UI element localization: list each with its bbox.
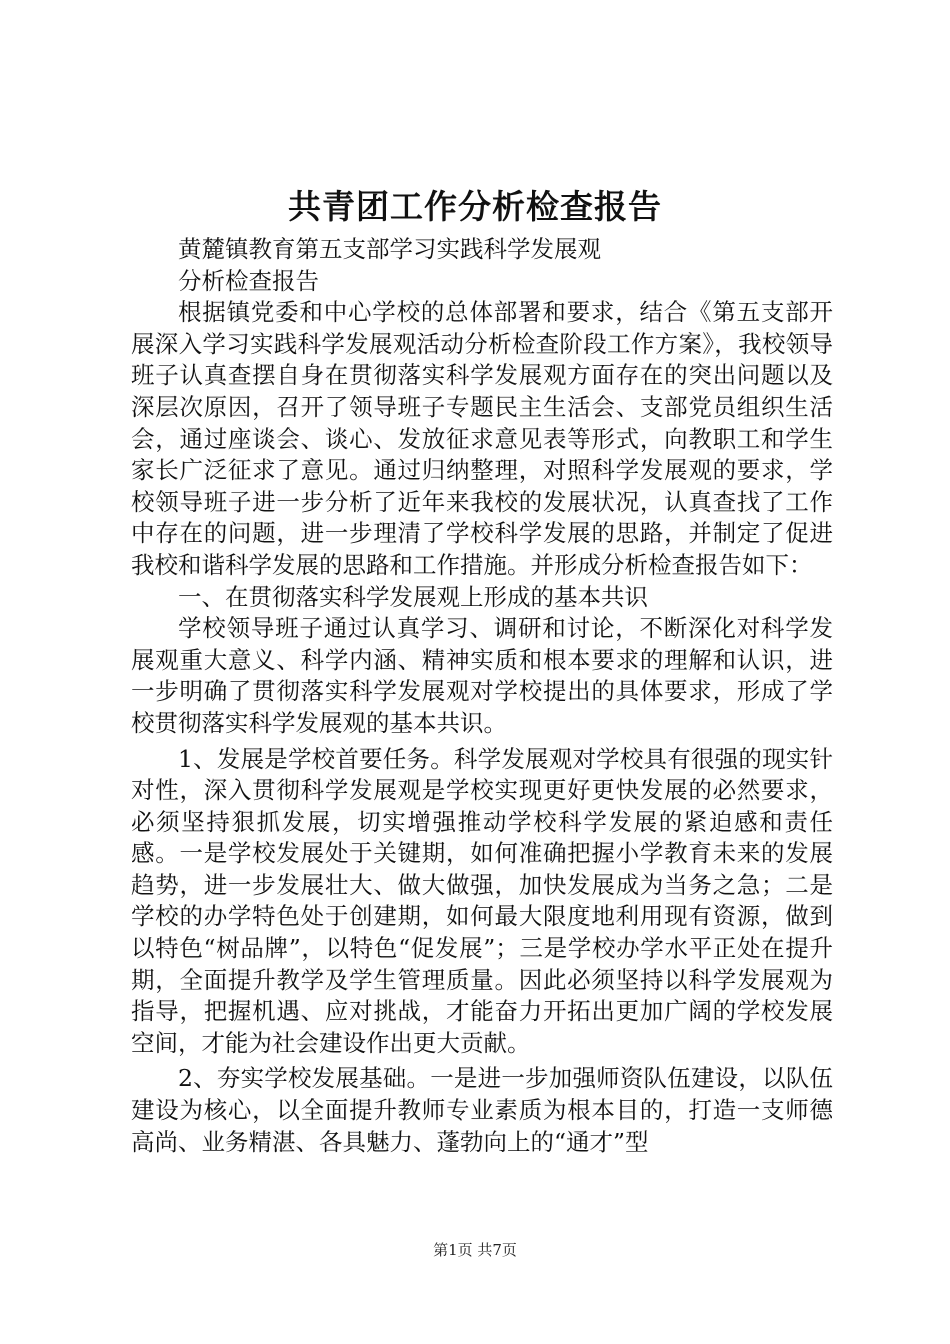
paragraph-subtitle-line2: 分析检查报告 — [178, 266, 319, 295]
paragraph-point-1: 1、发展是学校首要任务。科学发展观对学校具有很强的现实针对性，深入贯彻科学发展观是学校实现更好更快发展的必然要求，必须坚持狠抓发展，切实增强推动学校科学发展的紧迫感和责任感。一是学校发展处于关键期，如何准确把握小学教育未来的发展趋势，进一步发展壮大、做大做强，加快发展成为当务之急；二是学校的办学特色处于创建期，如何最大限度地利用现有资源，做到以特色“树品牌”，以特色“促发展”；三是学校办学水平正处在提升期，全面提升教学及学生管理质量。因此必须坚持以科学发展观为指导，把握机遇、应对挑战，才能奋力开拓出更加广阔的学校发展空间，才能为社会建设作出更大贡献。 — [131, 744, 833, 1057]
paragraph-subtitle-line1: 黄麓镇教育第五支部学习实践科学发展观 — [178, 235, 601, 263]
document-title: 共青团工作分析检查报告 — [288, 187, 662, 226]
section-heading-1: 一、在贯彻落实科学发展观上形成的基本共识 — [178, 582, 648, 611]
document-body — [131, 234, 833, 1158]
page-footer: 第1页 共7页 — [433, 1241, 517, 1259]
paragraph-intro: 根据镇党委和中心学校的总体部署和要求，结合《第五支部开展深入学习实践科学发展观活动分析检查阶段工作方案》，我校领导班子认真查摆自身在贯彻落实科学发展观方面存在的突出问题以及深层次原因，召开了领导班子专题民主生活会、支部党员组织生活会，通过座谈会、谈心、发放征求意见表等形式，向教职工和学生家长广泛征求了意见。通过归纳整理，对照科学发展观的要求，学校领导班子进一步分析了近年来我校的发展状况，认真查找了工作中存在的问题，进一步理清了学校科学发展的思路，并制定了促进我校和谐科学发展的思路和工作措施。并形成分析检查报告如下： — [131, 298, 833, 579]
paragraph-consensus: 学校领导班子通过认真学习、调研和讨论，不断深化对科学发展观重大意义、科学内涵、精神实质和根本要求的理解和认识，进一步明确了贯彻落实科学发展观对学校提出的具体要求，形成了学校贯彻落实科学发展观的基本共识。 — [131, 614, 833, 737]
paragraph-point-2: 2、夯实学校发展基础。一是进一步加强师资队伍建设，以队伍建设为核心，以全面提升教师专业素质为根本目的，打造一支师德高尚、业务精湛、各具魅力、蓬勃向上的“通才”型 — [131, 1064, 833, 1156]
